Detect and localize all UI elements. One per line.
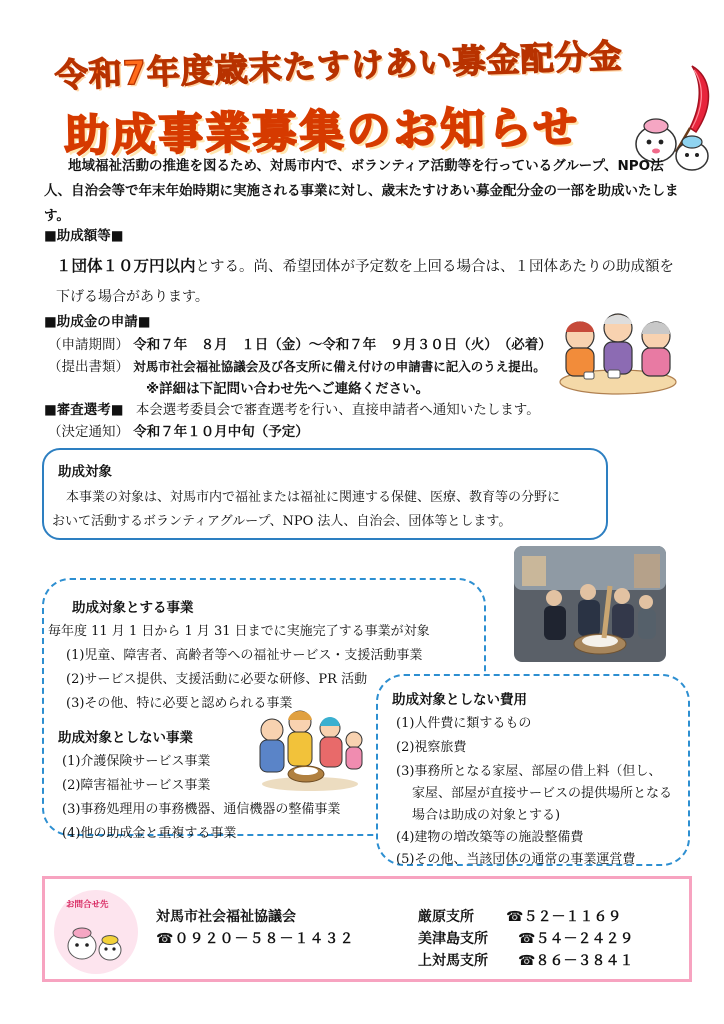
- branch-phone[interactable]: ☎５４－２４２９: [518, 931, 634, 947]
- ineligible-cost-item: (1)人件費に類するもの: [396, 716, 532, 731]
- grant-amount-rest: とする。尚、希望団体が予定数を上回る場合は、１団体あたりの助成額を: [195, 259, 675, 275]
- ineligible-cost-item: (5)その他、当該団体の通常の事業運営費: [396, 852, 636, 867]
- title-line1: 令和7年度歳末たすけあい募金配分金: [54, 36, 624, 95]
- grant-heading: ■助成額等■: [44, 228, 124, 244]
- elderly-tea-illustration: [556, 292, 680, 396]
- grant-amount-line2: 下げる場合があります。: [56, 289, 209, 305]
- grant-amount-bold: １団体１０万円以内: [56, 256, 196, 275]
- review-line: [44, 398, 540, 418]
- ineligible-cost-item: 場合は助成の対象とする): [412, 808, 561, 823]
- branch-name: 上対馬支所: [418, 953, 488, 969]
- grant-amount-line: [56, 254, 674, 276]
- eligible-projects-heading: 助成対象とする事業: [72, 600, 194, 616]
- ineligible-cost-item: (2)視察旅費: [396, 740, 467, 755]
- eligible-projects-lead: 毎年度 11 月 1 日から 1 月 31 日までに実施完了する事業が対象: [48, 624, 430, 639]
- eligible-project-item: (1)児童、障害者、高齢者等への福祉サービス・支援活動事業: [66, 648, 423, 663]
- ineligible-project-item: (4)他の助成金と重複する事業: [62, 826, 237, 841]
- contact-phone: ☎０９２０－５８－１４３２: [156, 931, 355, 947]
- period-value: 令和７年 ８月 １日（金）～令和７年 ９月３０日（火） （必着）: [133, 337, 552, 353]
- docs-label: （提出書類）: [48, 359, 129, 375]
- period-label: （申請期間）: [48, 337, 129, 353]
- application-period: [48, 333, 552, 353]
- eligible-target-line2: おいて活動するボランティアグループ、NPO 法人、自治会、団体等とします。: [52, 514, 512, 529]
- branch-phone[interactable]: ☎８６－３８４１: [518, 953, 634, 969]
- application-note: ※詳細は下記問い合わせ先へご連絡ください。: [146, 381, 430, 397]
- application-heading: ■助成金の申請■: [44, 314, 151, 330]
- ineligible-projects-heading: 助成対象としない事業: [58, 730, 193, 746]
- application-docs: [48, 355, 546, 375]
- eligible-project-item: (3)その他、特に必要と認められる事業: [66, 696, 293, 711]
- ineligible-costs-heading: 助成対象としない費用: [392, 692, 527, 708]
- intro-text: 地域福祉活動の推進を図るため、対馬市内で、ボランティア活動等を行っているグループ、NPO法人、自治会等で年末年始時期に実施される事業に対し、歳末たすけあい募金配分金の一部を助成いたします。: [44, 158, 679, 224]
- eligible-target-heading: 助成対象: [58, 464, 112, 480]
- ineligible-cost-item: 家屋、部屋が直接サービスの提供場所となる: [412, 786, 673, 801]
- docs-value: 対馬市社会福祉協議会及び各支所に備え付けの申請書に記入のうえ提出。: [133, 359, 546, 374]
- contact-badge-text: お問合せ先: [66, 900, 109, 910]
- ineligible-project-item: (1)介護保険サービス事業: [62, 754, 211, 769]
- review-decision: [48, 420, 309, 440]
- eligible-target-line1: 本事業の対象は、対馬市内で福祉または福祉に関連する保健、医療、教育等の分野に: [66, 490, 561, 505]
- contact-org: 対馬市社会福祉協議会: [156, 909, 296, 925]
- mochi-pounding-photo: [514, 546, 666, 662]
- branch-name: 美津島支所: [418, 931, 488, 947]
- branch-phone[interactable]: ☎５２－１１６９: [506, 909, 622, 925]
- review-text: 本会選考委員会で審査選考を行い、直接申請者へ通知いたします。: [135, 402, 540, 418]
- ineligible-project-item: (3)事務処理用の事務機器、通信機器の整備事業: [62, 802, 341, 817]
- decision-value: 令和７年１０月中旬（予定）: [133, 424, 309, 440]
- family-mochi-illustration: [250, 700, 368, 792]
- ineligible-project-item: (2)障害福祉サービス事業: [62, 778, 211, 793]
- title-line2: 助成事業募集のお知らせ: [64, 101, 581, 162]
- ineligible-cost-item: (3)事務所となる家屋、部屋の借上料（但し、: [396, 764, 662, 779]
- ineligible-cost-item: (4)建物の増改築等の施設整備費: [396, 830, 584, 845]
- review-heading: ■審査選考■: [44, 402, 124, 418]
- decision-label: （決定通知）: [48, 424, 129, 440]
- branch-name: 厳原支所: [418, 909, 474, 925]
- eligible-project-item: (2)サービス提供、支援活動に必要な研修、PR 活動: [66, 672, 368, 687]
